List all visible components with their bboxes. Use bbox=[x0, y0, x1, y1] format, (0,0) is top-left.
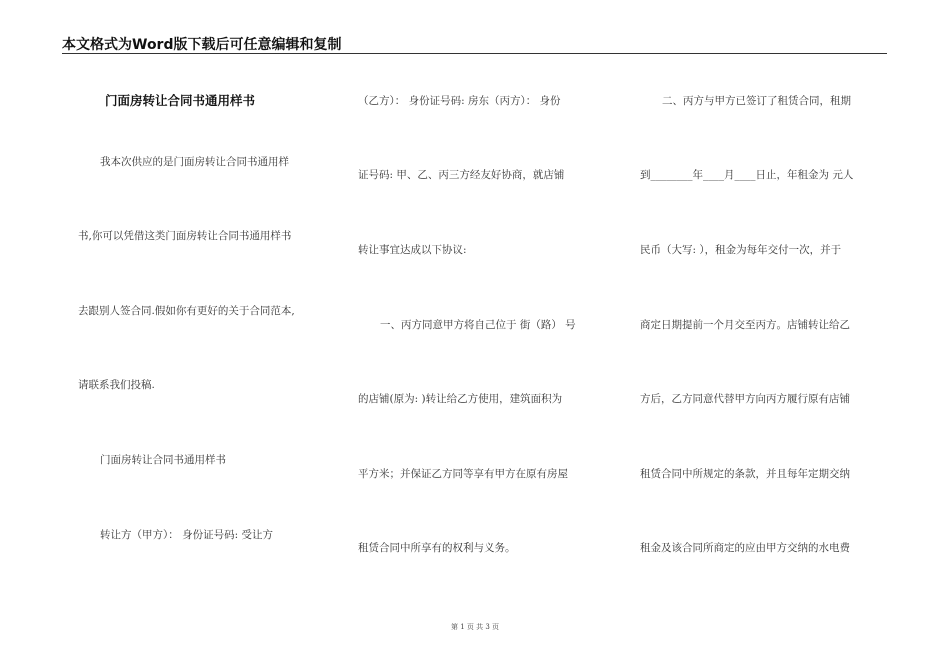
text-line: 平方米；并保证乙方同等享有甲方在原有房屋 bbox=[358, 468, 568, 480]
text-line: 转让方（甲方）： 身份证号码: 受让方 bbox=[100, 529, 273, 541]
text-line: （乙方）： 身份证号码: 房东（丙方）： 身份 bbox=[358, 95, 561, 107]
text-line: 门面房转让合同书通用样书 bbox=[100, 454, 226, 466]
text-line: 去跟别人签合同.假如你有更好的关于合同范本, bbox=[78, 305, 295, 317]
text-line: 租赁合同中所规定的条款，并且每年定期交纳 bbox=[640, 468, 850, 480]
text-line: 到________年____月____日止，年租金为 元人 bbox=[640, 169, 854, 181]
text-line: 请联系我们投稿. bbox=[78, 379, 155, 391]
header-divider bbox=[62, 53, 887, 54]
text-line: 证号码: 甲、乙、丙三方经友好协商，就店铺 bbox=[358, 169, 565, 181]
text-line: 书,你可以凭借这类门面房转让合同书通用样书 bbox=[78, 230, 292, 242]
text-line: 的店铺(原为: )转让给乙方使用，建筑面积为 bbox=[358, 393, 563, 405]
text-line: 租金及该合同所商定的应由甲方交纳的水电费 bbox=[640, 542, 850, 554]
document-title: 门面房转让合同书通用样书 bbox=[105, 93, 256, 108]
text-line: 商定日期提前一个月交至丙方。店铺转让给乙 bbox=[640, 319, 850, 331]
text-line: 方后，乙方同意代替甲方向丙方履行原有店铺 bbox=[640, 393, 850, 405]
text-line: 二、丙方与甲方已签订了租赁合同，租期 bbox=[662, 95, 851, 107]
text-line: 民币（大写: ），租金为每年交付一次，并于 bbox=[640, 244, 842, 256]
document-header-title: 本文格式为Word版下载后可任意编辑和复制 bbox=[62, 37, 342, 53]
text-line: 租赁合同中所享有的权利与义务。 bbox=[358, 542, 516, 554]
page-number-footer: 第 1 页 共 3 页 bbox=[450, 623, 500, 631]
text-line: 我本次供应的是门面房转让合同书通用样 bbox=[100, 156, 289, 168]
text-line: 转让事宜达成以下协议: bbox=[358, 244, 467, 256]
text-line: 一、丙方同意甲方将自己位于 街（路） 号 bbox=[380, 319, 576, 331]
